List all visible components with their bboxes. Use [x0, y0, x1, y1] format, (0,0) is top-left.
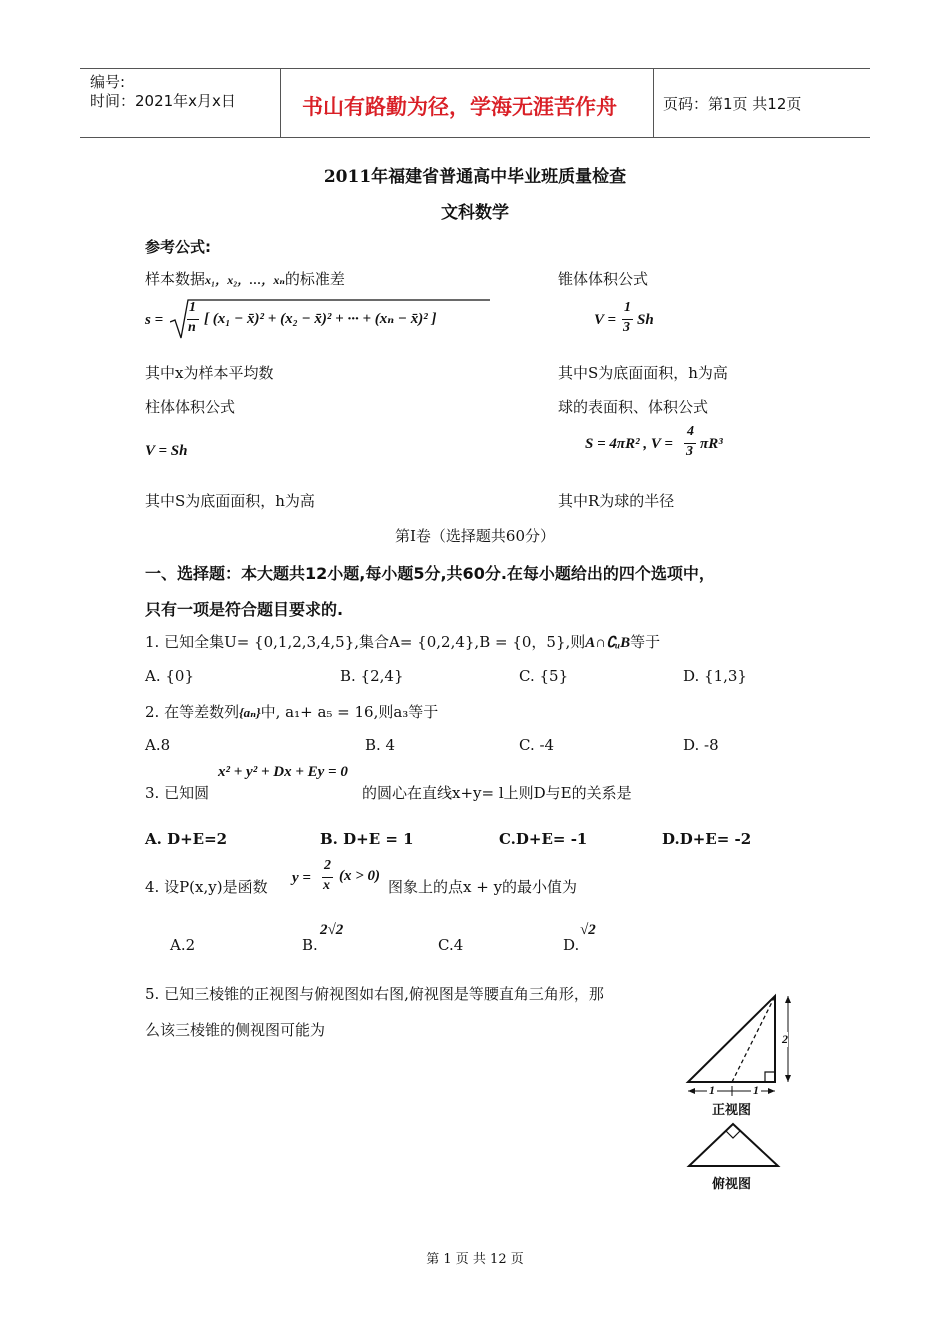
q3-stem-pre: 3. 已知圆 — [145, 784, 210, 802]
std-label-vars: x₁，x₂，…，xₙ — [205, 273, 285, 287]
q4-option-c: C.4 — [438, 936, 464, 954]
q4-math-den: x — [323, 878, 330, 893]
paper-subtitle: 文科数学 — [441, 203, 509, 223]
std-frac-den: n — [188, 320, 196, 335]
sphere-formula-b: πR³ — [700, 436, 723, 452]
cone-label: 锥体体积公式 — [558, 270, 649, 288]
q1-option-c: C. {5} — [519, 667, 569, 685]
q4-math-rhs: (x > 0) — [339, 868, 381, 884]
sphere-den: 3 — [686, 444, 693, 459]
q1-option-a: A. {0} — [145, 667, 194, 685]
q1-option-b: B. {2,4} — [340, 667, 404, 685]
header-cell-meta — [80, 69, 281, 137]
instructions-line-1: 一、选择题：本大题共12小题,每小题5分,共60分.在每小题给出的四个选项中， — [145, 564, 715, 583]
prism-label: 柱体体积公式 — [145, 398, 236, 416]
instructions-line-2: 只有一项是符合题目要求的. — [145, 600, 344, 619]
q4-option-a: A.2 — [170, 936, 196, 954]
slogan: 书山有路勤为径，学海无涯苦作舟 — [302, 95, 617, 119]
q1-stem-math: A∩∁ᵤB — [585, 635, 631, 651]
q2-option-c: C. -4 — [519, 736, 555, 754]
question-2-stem — [145, 701, 438, 722]
std-formula-lhs: s = — [145, 312, 164, 328]
top-view-figure — [684, 1120, 784, 1170]
q3-option-a: A. D+E=2 — [145, 830, 228, 848]
cone-lhs: V = — [594, 312, 617, 328]
sphere-formula-a: S = 4πR² , V = — [585, 436, 673, 452]
paper-title: 2011年福建省普通高中毕业班质量检查 — [323, 167, 627, 187]
q2-option-d: D. -8 — [683, 736, 719, 754]
top-view-label: 俯视图 — [712, 1177, 752, 1192]
formulas-heading: 参考公式: — [145, 238, 211, 256]
prism-formula: V = Sh — [145, 443, 188, 459]
serial-label: 编号: — [90, 73, 126, 91]
q3-stem-math: x² + y² + Dx + Ey = 0 — [218, 764, 348, 780]
q2-stem-pre: 2. 在等差数列 — [145, 703, 240, 721]
page-info: 页码：第1页 共12页 — [663, 95, 802, 113]
prism-note: 其中S为底面面积，h为高 — [145, 492, 315, 510]
q4-stem-post: 图象上的点x + y的最小值为 — [388, 878, 578, 896]
q2-stem-post: 中, a₁+ a₅ = 16,则a₃等于 — [260, 703, 439, 721]
sphere-note: 其中R为球的半径 — [558, 492, 675, 510]
front-view-label: 正视图 — [712, 1103, 752, 1118]
q4-option-b-math: 2√2 — [320, 922, 344, 938]
header-cell-slogan — [280, 69, 654, 137]
cone-num: 1 — [624, 300, 631, 315]
q1-stem-post: 等于 — [630, 633, 661, 651]
q4-option-b: B. — [302, 936, 318, 954]
q3-stem-post: 的圆心在直线x+y= l上则D与E的关系是 — [362, 784, 632, 802]
q3-option-d: D.D+E= -2 — [662, 830, 752, 848]
q2-option-b: B. 4 — [365, 736, 396, 754]
dim-left-label: 1 — [709, 1083, 715, 1097]
q3-option-b: B. D+E = 1 — [320, 830, 414, 848]
q4-stem-pre: 4. 设P(x,y)是函数 — [145, 878, 268, 896]
q4-option-d: D. — [563, 936, 580, 954]
cone-rhs: Sh — [637, 312, 654, 328]
q5-stem-line-2: 么该三棱锥的侧视图可能为 — [145, 1021, 326, 1039]
q1-stem-pre: 1. 已知全集U= {0,1,2,3,4,5},集合A= {0,2,4},B = {0，5},则 — [145, 633, 586, 651]
std-label-pre: 样本数据 — [145, 270, 206, 288]
q2-stem-math: {aₙ} — [239, 705, 261, 720]
q5-stem-line-1: 5. 已知三棱锥的正视图与俯视图如右图,俯视图是等腰直角三角形，那 — [145, 985, 604, 1003]
header-cell-page — [653, 69, 870, 137]
dim-height-label: 2 — [782, 1032, 788, 1046]
dim-right-label: 1 — [753, 1083, 759, 1097]
std-label-post: 的标准差 — [284, 270, 345, 288]
sphere-num: 4 — [687, 424, 694, 439]
cone-den: 3 — [623, 320, 630, 335]
q1-option-d: D. {1,3} — [683, 667, 747, 685]
std-formula-body: [ (x₁ − x̄)² + (x₂ − x̄)² + ··· + (xₙ − x̄)² ] — [204, 311, 437, 327]
std-frac-num: 1 — [189, 300, 196, 315]
q2-option-a: A.8 — [145, 736, 171, 754]
q4-math-num: 2 — [324, 858, 331, 873]
cone-note: 其中S为底面面积，h为高 — [558, 364, 728, 382]
question-1-stem — [145, 631, 660, 652]
page-footer: 第 1 页 共 12 页 — [426, 1252, 524, 1267]
std-label — [145, 268, 345, 289]
sphere-label: 球的表面积、体积公式 — [558, 398, 709, 416]
header-table — [80, 68, 870, 138]
q3-option-c: C.D+E= -1 — [499, 830, 588, 848]
q4-math-lhs: y = — [292, 870, 311, 886]
time-label: 时间：2021年x月x日 — [90, 92, 236, 110]
q4-option-d-math: √2 — [580, 922, 596, 938]
section-title: 第I卷（选择题共60分） — [394, 527, 555, 545]
std-note: 其中x为样本平均数 — [145, 364, 274, 382]
